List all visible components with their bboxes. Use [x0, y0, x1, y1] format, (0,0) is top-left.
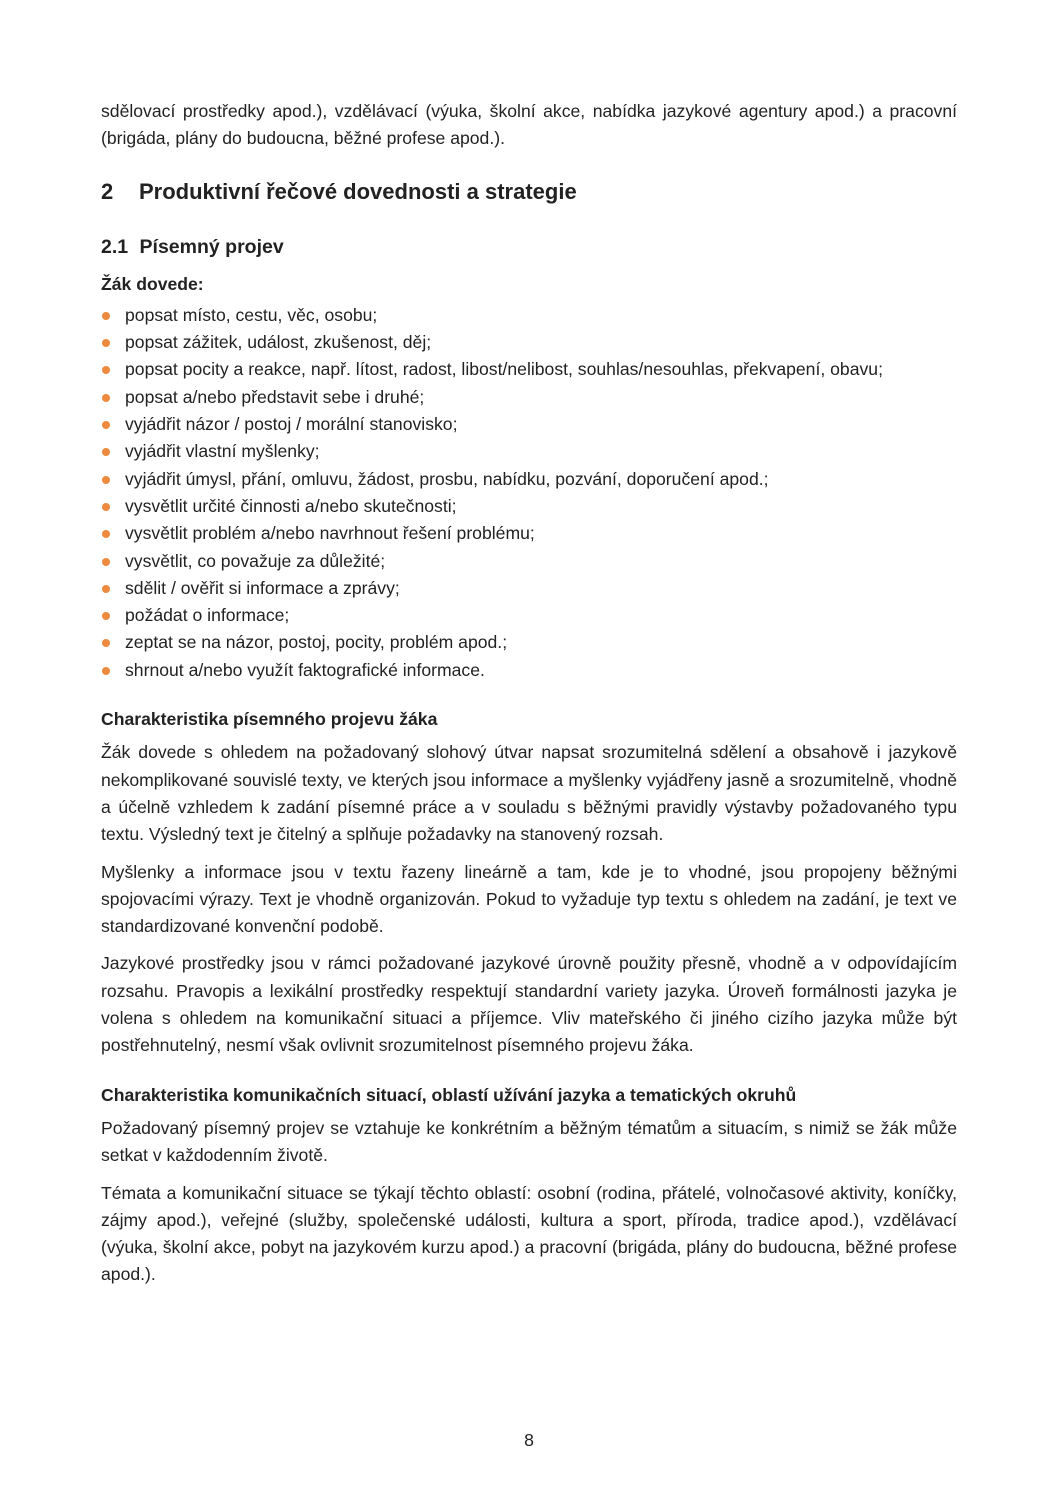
list-item: vyjádřit názor / postoj / morální stanovisko; [101, 411, 957, 438]
list-item: popsat a/nebo představit sebe i druhé; [101, 384, 957, 411]
characteristics-paragraph: Myšlenky a informace jsou v textu řazeny lineárně a tam, kde je to vhodné, jsou propojeny běžnými spojovacími výrazy. Text je vhodně organizován. Pokud to vyžaduje typ textu s ohledem na zadání, je text ve standardizované konvenční podobě. [101, 861, 957, 937]
bullet-icon [102, 339, 110, 347]
bullet-icon [102, 612, 110, 620]
section-heading [101, 177, 957, 207]
page-number: 8 [524, 1430, 534, 1450]
bullet-icon [102, 503, 110, 511]
list-item: popsat zážitek, událost, zkušenost, děj; [101, 329, 957, 356]
intro-paragraph: sdělovací prostředky apod.), vzdělávací (výuka, školní akce, nabídka jazykové agentury apod.) a pracovní (brigáda, plány do budoucna, běžné profese apod.). [101, 101, 957, 149]
bullet-icon [102, 448, 110, 456]
bullet-icon [102, 530, 110, 538]
list-item: popsat místo, cestu, věc, osobu; [101, 302, 957, 329]
section-title: Produktivní řečové dovednosti a strategie [139, 178, 577, 204]
bullet-icon [102, 667, 110, 675]
subsection-title: Písemný projev [139, 235, 284, 258]
bullet-icon [102, 476, 110, 484]
list-item: vyjádřit vlastní myšlenky; [101, 438, 957, 465]
list-item: sdělit / ověřit si informace a zprávy; [101, 575, 957, 602]
list-item: vysvětlit problém a/nebo navrhnout řešení problému; [101, 520, 957, 547]
bullet-icon [102, 366, 110, 374]
situations-heading: Charakteristika komunikačních situací, oblastí užívání jazyka a tematických okruhů [101, 1084, 797, 1105]
list-item: vysvětlit, co považuje za důležité; [101, 548, 957, 575]
list-item: vyjádřit úmysl, přání, omluvu, žádost, prosbu, nabídku, pozvání, doporučení apod.; [101, 466, 957, 493]
lead-text: Žák dovede: [101, 273, 204, 294]
bullet-icon [102, 558, 110, 566]
situations-paragraph: Témata a komunikační situace se týkají těchto oblastí: osobní (rodina, přátelé, volnočasové aktivity, koníčky, zájmy apod.), veřejné (služby, společenské události, kultura a sport, příroda, tradice apod.), vzdělávací (výuka, školní akce, pobyt na jazykovém kurzu apod.) a pracovní (brigáda, plány do budoucna, běžné profese apod.). [101, 1182, 957, 1285]
bullet-icon [102, 312, 110, 320]
page-content [101, 98, 957, 1299]
list-item: popsat pocity a reakce, např. lítost, radost, libost/nelibost, souhlas/nesouhlas, překvapení, obavu; [101, 356, 957, 383]
situations-paragraph: Požadovaný písemný projev se vztahuje ke konkrétním a běžným tématům a situacím, s nimiž se žák může setkat v každodenním životě. [101, 1117, 957, 1166]
subsection-number: 2.1 [101, 235, 129, 258]
subsection-heading [101, 233, 957, 261]
bullet-icon [102, 421, 110, 429]
skills-list [101, 302, 957, 684]
bullet-icon [102, 639, 110, 647]
section-number: 2 [101, 178, 114, 204]
list-item: zeptat se na názor, postoj, pocity, problém apod.; [101, 629, 957, 656]
list-item: shrnout a/nebo využít faktografické informace. [101, 657, 957, 684]
characteristics-paragraph: Jazykové prostředky jsou v rámci požadované jazykové úrovně použity přesně, vhodně a v odpovídajícím rozsahu. Pravopis a lexikální prostředky respektují standardní variety jazyka. Úroveň formálnosti jazyka je volena s ohledem na komunikační situaci a příjemce. Vliv mateřského či jiného cizího jazyka může být postřehnutelný, nesmí však ovlivnit srozumitelnost písemného projevu žáka. [101, 953, 957, 1056]
characteristics-heading: Charakteristika písemného projevu žáka [101, 709, 438, 730]
list-item: požádat o informace; [101, 602, 957, 629]
list-item: vysvětlit určité činnosti a/nebo skutečnosti; [101, 493, 957, 520]
bullet-icon [102, 394, 110, 402]
characteristics-paragraph: Žák dovede s ohledem na požadovaný slohový útvar napsat srozumitelná sdělení a obsahově i jazykově nekomplikované souvislé texty, ve kterých jsou informace a myšlenky vyjádřeny jasně a srozumitelně, vhodně a účelně vzhledem k zadání písemné práce a v souladu s běžnými pravidly výstavby požadovaného typu textu. Výsledný text je čitelný a splňuje požadavky na stanovený rozsah. [101, 742, 957, 845]
bullet-icon [102, 585, 110, 593]
